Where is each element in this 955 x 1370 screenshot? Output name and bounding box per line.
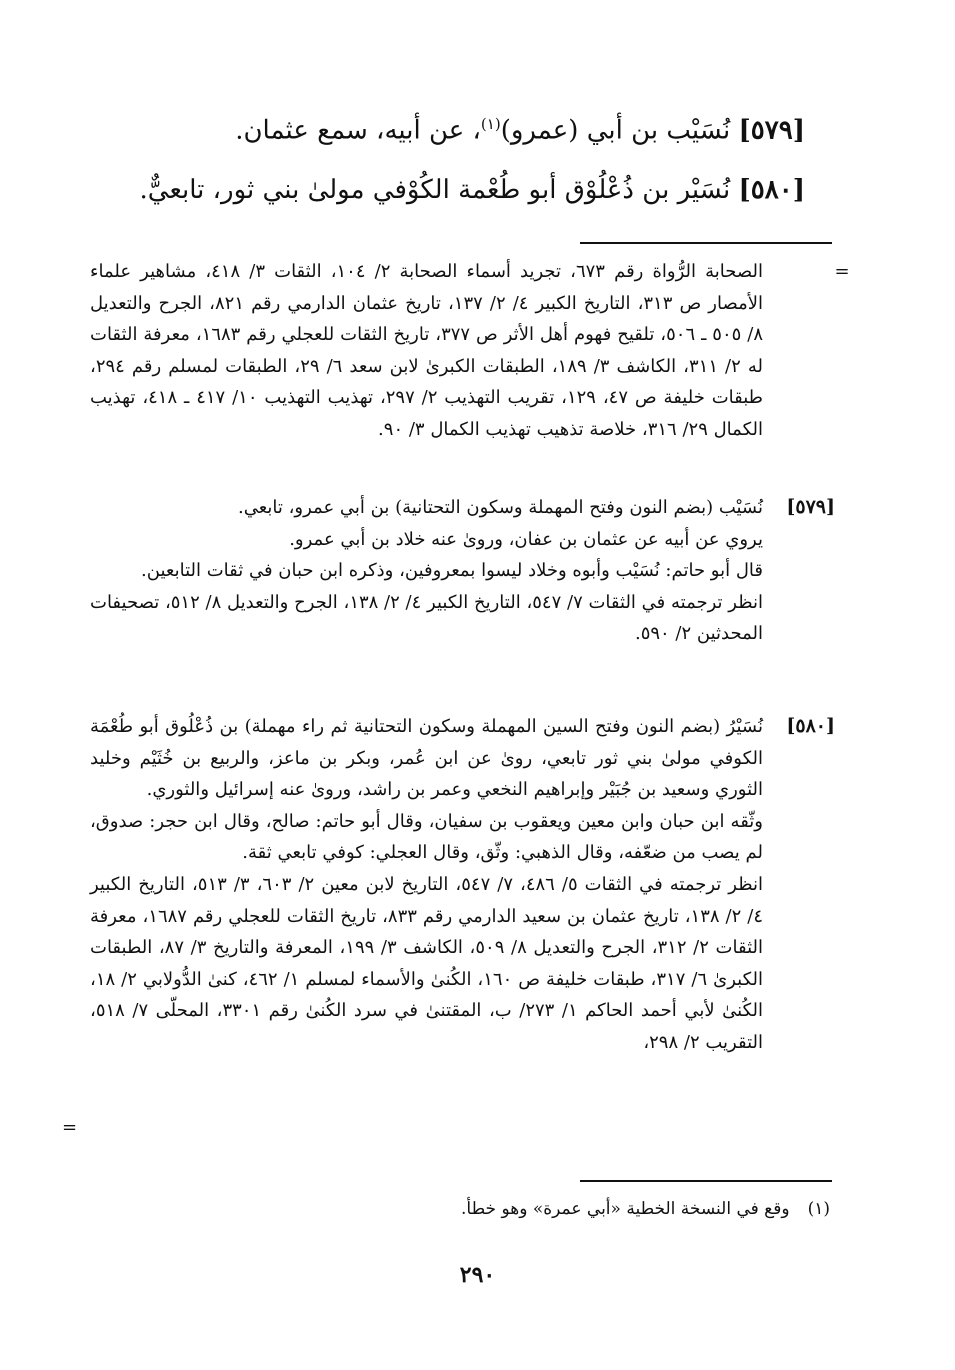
footnote-text: وقع في النسخة الخطية «أبي عمرة» وهو خطأ. — [461, 1199, 790, 1219]
entry-number: [٥٨٠] — [738, 175, 805, 205]
footnote-number: (١) — [807, 1199, 830, 1219]
commentary-580 — [90, 711, 763, 1059]
continuation-marker: = — [834, 261, 850, 282]
commentary-paragraph: الصحابة الرُّواة رقم ٦٧٣، تجريد أسماء الصحابة ٢/ ١٠٤، الثقات ٣/ ٤١٨، مشاهير علماء الأمصار ص ٣١٣، التاريخ الكبير ٤/ ٢/ ١٣٧، تاريخ عثمان الدارمي رقم ٨٢١، الجرح والتعديل ٨/ ٥٠٥ ـ ٥٠٦، تلقيح فهوم أهل الأثر ص ٣٧٧، تاريخ الثقات للعجلي رقم ١٦٨٣، معرفة الثقات له ٢/ ٣١١، الكاشف ٣/ ١٨٩، الطبقات الكبرىٰ لابن سعد ٦/ ٢٩، الطبقات لمسلم رقم ٢٩٤، طبقات خليفة ص ٤٧، ١٢٩، تقريب التهذيب ٢/ ٢٩٧، تهذيب التهذيب ١٠/ ٤١٧ ـ ٤١٨، تهذيب الكمال ٢٩/ ٣١٦، خلاصة تذهيب تهذيب الكمال ٣/ ٩٠. — [90, 261, 763, 440]
commentary-paragraph: انظر ترجمته في الثقات ٧/ ٥٤٧، التاريخ الكبير ٤/ ٢/ ١٣٨، الجرح والتعديل ٨/ ٥١٢، تصحيفات المحدثين ٢/ ٥٩٠. — [90, 591, 764, 645]
commentary-paragraph: نُسَيْرُ (بضم النون وفتح السين المهملة وسكون التحتانية ثم راء مهملة) بن ذُعْلُوق أبو طُعْمَة الكوفي مولىٰ بني ثور تابعي، روىٰ عن ابن عُمر، وبكر بن ماعز، والربيع بن خُثَيْم وخليد الثوري وسعيد بن جُبَيْر وإبراهيم النخعي وعمر بن راشد، وروىٰ عنه إسرائيل والثوري. — [90, 716, 763, 801]
entry-number: [٥٧٩] — [738, 115, 805, 146]
entry-text: نُسَيْب بن أبي (عمرو) — [500, 115, 739, 146]
continuation-marker-end: = — [62, 1117, 78, 1138]
commentary-paragraph: وثّقه ابن حبان وابن معين ويعقوب بن سفيان، وقال أبو حاتم: صالح، وقال ابن حجر: صدوق، لم يصب من ضعّفه، وقال الذهبي: وثّق، وقال العجلي: كوفي تابعي ثقة. — [90, 810, 763, 864]
footnote-reference: (١) — [480, 115, 501, 133]
commentary-marker-580: [٥٨٠] — [786, 715, 835, 737]
commentary-continuation — [90, 256, 763, 446]
commentary-marker-579: [٥٧٩] — [786, 496, 835, 518]
commentary-paragraph: قال أبو حاتم: نُسَيْب وأبوه وخلاد ليسوا بمعروفين، وذكره ابن حبان في ثقات التابعين. — [141, 560, 763, 582]
footnote-separator — [580, 1180, 832, 1182]
commentary-separator — [580, 242, 832, 244]
commentary-579 — [90, 492, 763, 650]
entry-text-tail: ، عن أبيه، سمع عثمان. — [235, 115, 481, 146]
commentary-paragraph: يروي عن أبيه عن عثمان بن عفان، وروىٰ عنه خلاد بن أبي عمرو. — [289, 528, 763, 550]
footnote — [461, 1194, 830, 1224]
commentary-paragraph: انظر ترجمته في الثقات ٥/ ٤٨٦، ٧/ ٥٤٧، التاريخ لابن معين ٢/ ٦٠٣، ٣/ ٥١٣، التاريخ الكبير ٤/ ٢/ ١٣٨، تاريخ عثمان بن سعيد الدارمي رقم ٨٣٣، تاريخ الثقات للعجلي رقم ١٦٨٧، معرفة الثقات ٢/ ٣١٢، الجرح والتعديل ٨/ ٥٠٩، الكاشف ٣/ ١٩٩، المعرفة والتاريخ ٣/ ٨٧، الطبقات الكبرىٰ ٦/ ٣١٧، طبقات خليفة ص ١٦٠، الكُنىٰ والأسماء لمسلم ١/ ٤٦٢، كنىٰ الدُّولابي ٢/ ١٨، الكُنىٰ لأبي أحمد الحاكم ١/ ٢٧٣/ ب، المقتنىٰ في سرد الكُنىٰ رقم ٣٣٠١، المحلّى ٧/ ٥١٨، التقريب ٢/ ٢٩٨، — [90, 873, 764, 1053]
entry-579 — [235, 104, 805, 151]
entry-text: نُسَيْر بن ذُعْلُوْق أبو طُعْمة الكُوْفي مولىٰ بني ثور، تابعيٌّ. — [139, 175, 739, 205]
entry-580 — [140, 170, 805, 210]
commentary-paragraph: نُسَيْب (بضم النون وفتح المهملة وسكون التحتانية) بن أبي عمرو، تابعي. — [237, 497, 763, 518]
page-number: ٢٩٠ — [459, 1262, 496, 1288]
